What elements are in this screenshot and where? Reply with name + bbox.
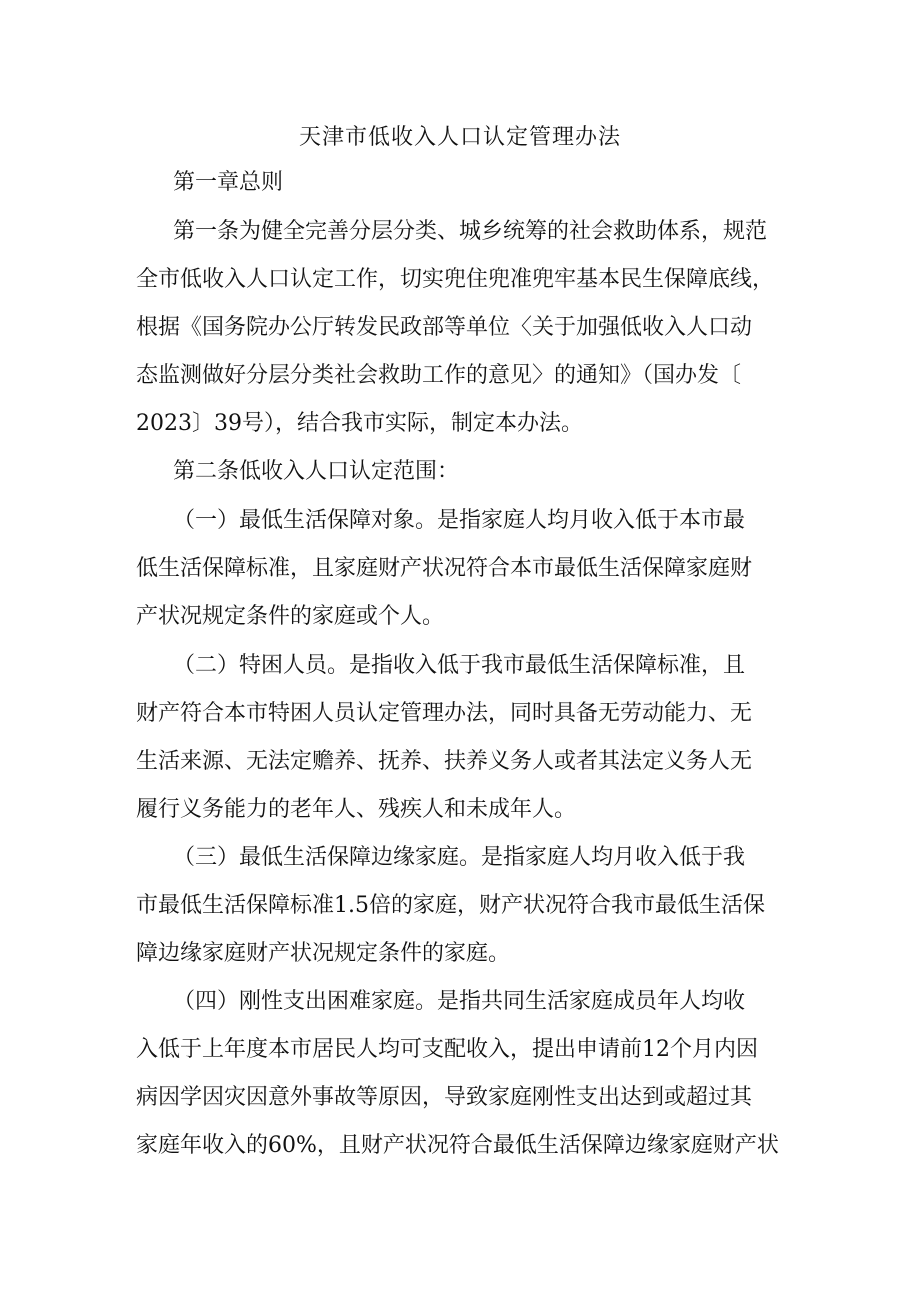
text-line: 履行义务能力的老年人、残疾人和未成年人。	[136, 797, 577, 822]
text-line: 态监测做好分层分类社会救助工作的意见〉的通知》（国办发〔	[136, 363, 742, 388]
text-line: （二）特困人员。是指收入低于我市最低生活保障标准，且	[173, 653, 746, 678]
text-line: 财产符合本市特困人员认定管理办法，同时具备无劳动能力、无	[136, 701, 753, 726]
text-line: 低生活保障标准，且家庭财产状况符合本市最低生活保障家庭财	[136, 556, 753, 581]
text-line: 生活来源、无法定赡养、抚养、扶养义务人或者其法定义务人无	[136, 749, 753, 774]
text-line: （四）刚性支出困难家庭。是指共同生活家庭成员年人均收	[173, 989, 746, 1014]
text-line: 障边缘家庭财产状况规定条件的家庭。	[136, 941, 511, 966]
chapter-heading: 第一章总则	[173, 170, 284, 195]
text-line: （一）最低生活保障对象。是指家庭人均月收入低于本市最	[173, 508, 746, 533]
text-line: 第一条为健全完善分层分类、城乡统筹的社会救助体系，规范	[173, 219, 768, 244]
text-line: 根据《国务院办公厅转发民政部等单位〈关于加强低收入人口动	[136, 315, 753, 340]
text-line: 全市低收入人口认定工作，切实兜住兜准兜牢基本民生保障底线，	[136, 267, 775, 292]
text-line: （三）最低生活保障边缘家庭。是指家庭人均月收入低于我	[173, 845, 746, 870]
text-line: 家庭年收入的60%，且财产状况符合最低生活保障边缘家庭财产状	[136, 1133, 779, 1158]
document-title: 天津市低收入人口认定管理办法	[298, 125, 621, 150]
text-line: 市最低生活保障标准1.5倍的家庭，财产状况符合我市最低生活保	[136, 893, 765, 918]
text-line: 2023〕39号），结合我市实际，制定本办法。	[136, 411, 583, 436]
text-line: 产状况规定条件的家庭或个人。	[136, 604, 445, 629]
text-line: 病因学因灾因意外事故等原因，导致家庭刚性支出达到或超过其	[136, 1085, 753, 1110]
text-line: 入低于上年度本市居民人均可支配收入，提出申请前12个月内因	[136, 1037, 758, 1062]
text-line: 第二条低收入人口认定范围：	[173, 459, 460, 484]
